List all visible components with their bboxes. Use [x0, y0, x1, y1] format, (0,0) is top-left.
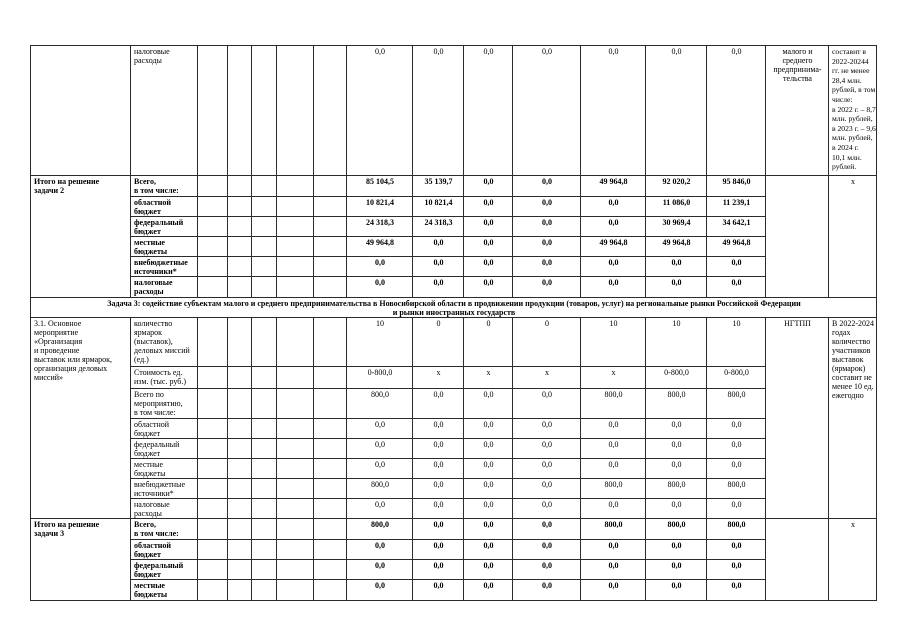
value-cell: 0,0	[646, 439, 707, 459]
empty-cell	[314, 540, 347, 560]
empty-cell	[277, 176, 314, 197]
value-cell: 0,0	[513, 540, 581, 560]
value-cell: 0,0	[413, 519, 464, 540]
result-cell: x	[829, 176, 877, 298]
empty-cell	[252, 499, 277, 519]
value-cell: 0,0	[646, 419, 707, 439]
value-cell: 0,0	[581, 439, 646, 459]
value-cell: 0,0	[581, 257, 646, 277]
row-label: местные бюджеты	[131, 580, 198, 601]
empty-cell	[198, 519, 228, 540]
empty-cell	[228, 459, 252, 479]
value-cell: x	[413, 367, 464, 389]
empty-cell	[198, 277, 228, 298]
row-label: внебюджетные источники*	[131, 479, 198, 499]
empty-cell	[228, 367, 252, 389]
empty-cell	[228, 257, 252, 277]
empty-cell	[277, 389, 314, 419]
empty-cell	[198, 540, 228, 560]
value-cell: 10	[646, 318, 707, 367]
value-cell: 0,0	[464, 46, 513, 176]
table-row	[31, 560, 877, 580]
value-cell: 0,0	[513, 439, 581, 459]
value-cell: 0,0	[347, 277, 413, 298]
empty-cell	[252, 389, 277, 419]
row-label: Всего по мероприятию, в том числе:	[131, 389, 198, 419]
row-label: налоговые расходы	[131, 499, 198, 519]
value-cell: 10	[707, 318, 766, 367]
row-label: Стоимость ед. изм. (тыс. руб.)	[131, 367, 198, 389]
empty-cell	[277, 257, 314, 277]
row-label: местные бюджеты	[131, 237, 198, 257]
empty-cell	[252, 459, 277, 479]
value-cell: 0,0	[464, 540, 513, 560]
empty-cell	[314, 46, 347, 176]
value-cell: 95 846,0	[707, 176, 766, 197]
empty-cell	[314, 560, 347, 580]
empty-cell	[314, 419, 347, 439]
empty-cell	[228, 519, 252, 540]
empty-cell	[314, 389, 347, 419]
empty-cell	[228, 197, 252, 217]
value-cell: 0,0	[347, 257, 413, 277]
empty-cell	[198, 389, 228, 419]
empty-cell	[277, 419, 314, 439]
row-label: Всего, в том числе:	[131, 176, 198, 197]
empty-cell	[198, 419, 228, 439]
empty-cell	[252, 560, 277, 580]
value-cell: 0,0	[413, 459, 464, 479]
budget-table	[30, 45, 877, 601]
value-cell: 0,0	[464, 479, 513, 499]
empty-cell	[314, 176, 347, 197]
empty-cell	[314, 499, 347, 519]
table-row	[31, 237, 877, 257]
row-label: областной бюджет	[131, 540, 198, 560]
value-cell: 0,0	[513, 519, 581, 540]
total-title: Итого на решение задачи 2	[31, 176, 131, 298]
value-cell: 0,0	[413, 540, 464, 560]
value-cell: 800,0	[347, 519, 413, 540]
value-cell: 10 821,4	[413, 197, 464, 217]
value-cell: 0,0	[464, 197, 513, 217]
empty-cell	[277, 499, 314, 519]
value-cell: 0,0	[413, 389, 464, 419]
value-cell: 49 964,8	[347, 237, 413, 257]
empty-cell	[228, 499, 252, 519]
empty-cell	[228, 217, 252, 237]
executor-cell: НГТПП	[766, 318, 829, 519]
table-row	[31, 580, 877, 601]
value-cell: 0,0	[581, 277, 646, 298]
value-cell: 0,0	[581, 499, 646, 519]
row-label: федеральный бюджет	[131, 217, 198, 237]
table-row	[31, 389, 877, 419]
value-cell: 800,0	[347, 389, 413, 419]
row-label: областной бюджет	[131, 419, 198, 439]
value-cell: 0,0	[413, 419, 464, 439]
value-cell: 0,0	[581, 560, 646, 580]
value-cell: 0,0	[707, 540, 766, 560]
empty-cell	[314, 459, 347, 479]
empty-cell	[314, 479, 347, 499]
value-cell: 49 964,8	[646, 237, 707, 257]
measure-name-cell	[31, 46, 131, 176]
value-cell: 35 139,7	[413, 176, 464, 197]
value-cell: 0,0	[347, 459, 413, 479]
table-row	[31, 217, 877, 237]
empty-cell	[277, 237, 314, 257]
value-cell: 0,0	[464, 237, 513, 257]
empty-cell	[198, 237, 228, 257]
empty-cell	[228, 237, 252, 257]
empty-cell	[314, 439, 347, 459]
value-cell: 49 964,8	[707, 237, 766, 257]
value-cell: 0,0	[646, 459, 707, 479]
result-cell: В 2022-2024 годах количество участников выставок (ярмарок) составит не менее 10 ед. ежегодно	[829, 318, 877, 519]
empty-cell	[252, 257, 277, 277]
empty-cell	[277, 519, 314, 540]
empty-cell	[228, 318, 252, 367]
value-cell: 800,0	[707, 479, 766, 499]
empty-cell	[228, 46, 252, 176]
empty-cell	[228, 479, 252, 499]
empty-cell	[198, 459, 228, 479]
value-cell: 0,0	[347, 46, 413, 176]
table-row	[31, 197, 877, 217]
value-cell: 0,0	[707, 459, 766, 479]
empty-cell	[198, 257, 228, 277]
empty-cell	[252, 197, 277, 217]
value-cell: 24 318,3	[413, 217, 464, 237]
value-cell: 0,0	[513, 46, 581, 176]
value-cell: 0,0	[347, 540, 413, 560]
table-row	[31, 479, 877, 499]
value-cell: 10	[347, 318, 413, 367]
value-cell: 0	[513, 318, 581, 367]
empty-cell	[252, 277, 277, 298]
value-cell: 0,0	[464, 257, 513, 277]
empty-cell	[252, 580, 277, 601]
value-cell: 0,0	[413, 439, 464, 459]
table-row	[31, 367, 877, 389]
empty-cell	[314, 519, 347, 540]
value-cell: 0,0	[513, 389, 581, 419]
value-cell: 0,0	[413, 580, 464, 601]
empty-cell	[314, 197, 347, 217]
empty-cell	[228, 176, 252, 197]
row-label: местные бюджеты	[131, 459, 198, 479]
value-cell: 0,0	[513, 580, 581, 601]
value-cell: 0,0	[646, 499, 707, 519]
value-cell: 0,0	[513, 277, 581, 298]
empty-cell	[198, 499, 228, 519]
value-cell: 0,0	[581, 540, 646, 560]
value-cell: 0,0	[464, 419, 513, 439]
value-cell: 0,0	[347, 499, 413, 519]
row-label: областной бюджет	[131, 197, 198, 217]
table-row	[31, 439, 877, 459]
empty-cell	[252, 176, 277, 197]
value-cell: 0,0	[513, 176, 581, 197]
task-heading: Задача 3: содействие субъектам малого и среднего предпринимательства в Новосибирской области в продвижении продукции (товаров, услуг) на региональные рынки Российской Федерации и рынки иностранных государств	[31, 298, 877, 318]
value-cell: 0-800,0	[347, 367, 413, 389]
indicator-label: налоговые расходы	[131, 46, 198, 176]
empty-cell	[228, 540, 252, 560]
value-cell: 800,0	[347, 479, 413, 499]
row-label: внебюджетные источники*	[131, 257, 198, 277]
empty-cell	[198, 479, 228, 499]
value-cell: 0,0	[513, 479, 581, 499]
table-row	[31, 499, 877, 519]
value-cell: 0,0	[581, 419, 646, 439]
value-cell: 0,0	[581, 46, 646, 176]
value-cell: 0,0	[646, 580, 707, 601]
empty-cell	[198, 367, 228, 389]
table-row	[31, 540, 877, 560]
empty-cell	[228, 419, 252, 439]
value-cell: 0,0	[464, 176, 513, 197]
value-cell: 0,0	[513, 560, 581, 580]
value-cell: 0,0	[513, 257, 581, 277]
table-row	[31, 277, 877, 298]
empty-cell	[198, 197, 228, 217]
value-cell: 800,0	[646, 389, 707, 419]
value-cell: 11 239,1	[707, 197, 766, 217]
value-cell: 49 964,8	[581, 176, 646, 197]
empty-cell	[277, 479, 314, 499]
total-title: Итого на решение задачи 3	[31, 519, 131, 601]
result-cell: составит в 2022-20244 гг. не менее 28,4 млн. рублей, в том числе: в 2022 г. – 8,7 млн. рублей, в 2023 г. – 9,6 млн. рублей, в 2024 г. 10,1 млн. рублей.	[829, 46, 877, 176]
value-cell: 11 086,0	[646, 197, 707, 217]
value-cell: 85 104,5	[347, 176, 413, 197]
value-cell: 800,0	[646, 479, 707, 499]
empty-cell	[277, 367, 314, 389]
empty-cell	[198, 46, 228, 176]
empty-cell	[252, 237, 277, 257]
value-cell: 0,0	[646, 277, 707, 298]
empty-cell	[228, 277, 252, 298]
value-cell: 0,0	[413, 237, 464, 257]
executor-cell: малого и среднего предпринима- тельства	[766, 46, 829, 176]
value-cell: x	[581, 367, 646, 389]
value-cell: 0,0	[464, 277, 513, 298]
result-cell: x	[829, 519, 877, 601]
empty-cell	[277, 197, 314, 217]
value-cell: 800,0	[581, 519, 646, 540]
value-cell: 0,0	[413, 46, 464, 176]
row-label: федеральный бюджет	[131, 439, 198, 459]
value-cell: 0,0	[413, 499, 464, 519]
empty-cell	[314, 367, 347, 389]
empty-cell	[277, 560, 314, 580]
empty-cell	[252, 479, 277, 499]
value-cell: 0,0	[413, 479, 464, 499]
empty-cell	[252, 217, 277, 237]
value-cell: 0,0	[464, 499, 513, 519]
empty-cell	[277, 277, 314, 298]
value-cell: 0	[413, 318, 464, 367]
empty-cell	[252, 419, 277, 439]
value-cell: 0,0	[413, 560, 464, 580]
table-row	[31, 176, 877, 197]
value-cell: 0,0	[581, 217, 646, 237]
value-cell: 0,0	[707, 419, 766, 439]
value-cell: 0,0	[464, 439, 513, 459]
value-cell: 0,0	[581, 459, 646, 479]
value-cell: 800,0	[646, 519, 707, 540]
table-row	[31, 46, 877, 176]
empty-cell	[198, 439, 228, 459]
empty-cell	[314, 580, 347, 601]
value-cell: 0,0	[646, 257, 707, 277]
value-cell: 34 642,1	[707, 217, 766, 237]
value-cell: 0,0	[646, 46, 707, 176]
value-cell: 30 969,4	[646, 217, 707, 237]
value-cell: 0,0	[464, 580, 513, 601]
empty-cell	[198, 176, 228, 197]
value-cell: 800,0	[707, 389, 766, 419]
value-cell: 0,0	[646, 560, 707, 580]
value-cell: 0,0	[707, 439, 766, 459]
value-cell: 0,0	[513, 499, 581, 519]
value-cell: 0,0	[513, 459, 581, 479]
value-cell: 0,0	[464, 560, 513, 580]
value-cell: 0-800,0	[646, 367, 707, 389]
empty-cell	[198, 580, 228, 601]
empty-cell	[314, 277, 347, 298]
row-label: налоговые расходы	[131, 277, 198, 298]
value-cell: 49 964,8	[581, 237, 646, 257]
empty-cell	[228, 580, 252, 601]
empty-cell	[277, 46, 314, 176]
empty-cell	[228, 439, 252, 459]
value-cell: 0,0	[347, 419, 413, 439]
value-cell: 10 821,4	[347, 197, 413, 217]
empty-cell	[314, 237, 347, 257]
empty-cell	[228, 389, 252, 419]
empty-cell	[252, 439, 277, 459]
empty-cell	[277, 459, 314, 479]
value-cell: 10	[581, 318, 646, 367]
empty-cell	[277, 318, 314, 367]
value-cell: 800,0	[581, 389, 646, 419]
empty-cell	[198, 318, 228, 367]
empty-cell	[252, 318, 277, 367]
empty-cell	[252, 540, 277, 560]
table-row	[31, 257, 877, 277]
row-label: Всего, в том числе:	[131, 519, 198, 540]
empty-cell	[252, 46, 277, 176]
empty-cell	[198, 217, 228, 237]
value-cell: 0,0	[707, 560, 766, 580]
table-row	[31, 419, 877, 439]
value-cell: 0,0	[646, 540, 707, 560]
value-cell: 800,0	[581, 479, 646, 499]
value-cell: 800,0	[707, 519, 766, 540]
empty-cell	[252, 519, 277, 540]
measure-name-cell: 3.1. Основное мероприятие «Организация и проведение выставок или ярмарок, организация деловых миссий»	[31, 318, 131, 519]
empty-cell	[277, 439, 314, 459]
empty-cell	[277, 217, 314, 237]
value-cell: 0-800,0	[707, 367, 766, 389]
value-cell: 92 020,2	[646, 176, 707, 197]
value-cell: 24 318,3	[347, 217, 413, 237]
value-cell: 0,0	[347, 439, 413, 459]
value-cell: 0,0	[581, 197, 646, 217]
value-cell: 0,0	[413, 257, 464, 277]
value-cell: 0,0	[707, 257, 766, 277]
value-cell: 0,0	[513, 197, 581, 217]
empty-cell	[252, 367, 277, 389]
value-cell: x	[464, 367, 513, 389]
value-cell: 0,0	[513, 217, 581, 237]
value-cell: 0,0	[464, 389, 513, 419]
value-cell: 0,0	[707, 580, 766, 601]
value-cell: 0,0	[707, 499, 766, 519]
empty-cell	[314, 318, 347, 367]
value-cell: 0,0	[513, 237, 581, 257]
empty-cell	[314, 257, 347, 277]
executor-cell	[766, 176, 829, 298]
table-row	[31, 459, 877, 479]
empty-cell	[277, 580, 314, 601]
value-cell: 0	[464, 318, 513, 367]
value-cell: 0,0	[707, 46, 766, 176]
value-cell: 0,0	[347, 560, 413, 580]
table-row	[31, 318, 877, 367]
table-row	[31, 519, 877, 540]
value-cell: 0,0	[464, 217, 513, 237]
row-label: федеральный бюджет	[131, 560, 198, 580]
empty-cell	[228, 560, 252, 580]
value-cell: 0,0	[347, 580, 413, 601]
value-cell: 0,0	[464, 519, 513, 540]
value-cell: 0,0	[413, 277, 464, 298]
value-cell: 0,0	[513, 419, 581, 439]
executor-cell	[766, 519, 829, 601]
value-cell: 0,0	[581, 580, 646, 601]
empty-cell	[314, 217, 347, 237]
value-cell: 0,0	[464, 459, 513, 479]
empty-cell	[198, 560, 228, 580]
table-row	[31, 298, 877, 318]
value-cell: 0,0	[707, 277, 766, 298]
empty-cell	[277, 540, 314, 560]
row-label: количество ярмарок (выставок), деловых миссий (ед.)	[131, 318, 198, 367]
value-cell: x	[513, 367, 581, 389]
